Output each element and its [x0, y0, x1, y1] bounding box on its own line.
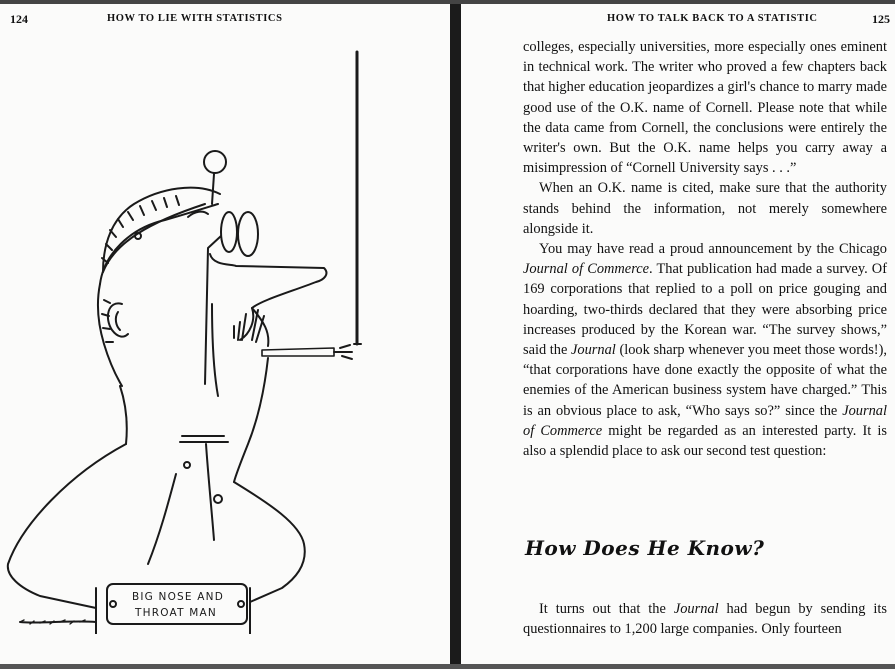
- page-number-right: 125: [872, 12, 890, 26]
- doctor-cartoon-illustration: [0, 34, 450, 634]
- body-text-lower: [523, 599, 887, 639]
- journal-title-italic: Journal of Commerce: [523, 261, 650, 278]
- page-number-left: 124: [10, 12, 28, 26]
- left-page: [0, 4, 450, 664]
- paragraph-journal-survey: You may have read a proud announcement by the Chicago Journal of Commerce. That publication had made a survey. Of 169 corporations that replied to a poll on price gouging and hoarding, two-thirds declared that they were absorbing price increases produced by the Korean war. “The survey shows,” said the Journal (look sharp whenever you meet those words!), “that corporations have done exactly the opposite of what the enemies of the American business system have charged.” This is an obvious place to ask, “Who says so?” since the Journal of Commerce might be regarded as an interested party. It is also a splendid place to ask our second test question:: [523, 241, 887, 460]
- journal-short-italic: Journal: [571, 342, 616, 359]
- body-text-upper: [523, 37, 887, 461]
- running-head-right: HOW TO TALK BACK TO A STATISTIC: [607, 13, 818, 24]
- running-head-left: HOW TO LIE WITH STATISTICS: [107, 13, 283, 24]
- journal-title-italic-2: Journal of Commerce: [523, 402, 887, 439]
- paragraph-ok-name: When an O.K. name is cited, make sure that the authority stands behind the information, not merely somewhere alongside it.: [523, 180, 887, 237]
- book-gutter: [450, 4, 461, 664]
- window-bottom-edge: [0, 664, 895, 669]
- right-page: [461, 4, 895, 664]
- paragraph-questionnaires: It turns out that the Journal had begun by sending its questionnaires to 1,200 large companies. Only fourteen: [523, 601, 887, 638]
- paragraph-continuation: colleges, especially universities, more especially ones eminent in technical work. The writer who proved a few chapters back that higher education jeopardizes a girl's chance to marry made good use of the O.K. name of Cornell. Please note that while the data came from Cornell, the conclusions were entirely the writer's own. But the O.K. name helps you carry away a misimpression of “Cornell University says . . .”: [523, 39, 887, 177]
- plaque-line-1: BIG NOSE AND: [131, 591, 225, 603]
- plaque-line-2: THROAT MAN: [135, 607, 217, 619]
- section-heading: How Does He Know?: [525, 536, 765, 560]
- journal-italic: Journal: [673, 601, 719, 617]
